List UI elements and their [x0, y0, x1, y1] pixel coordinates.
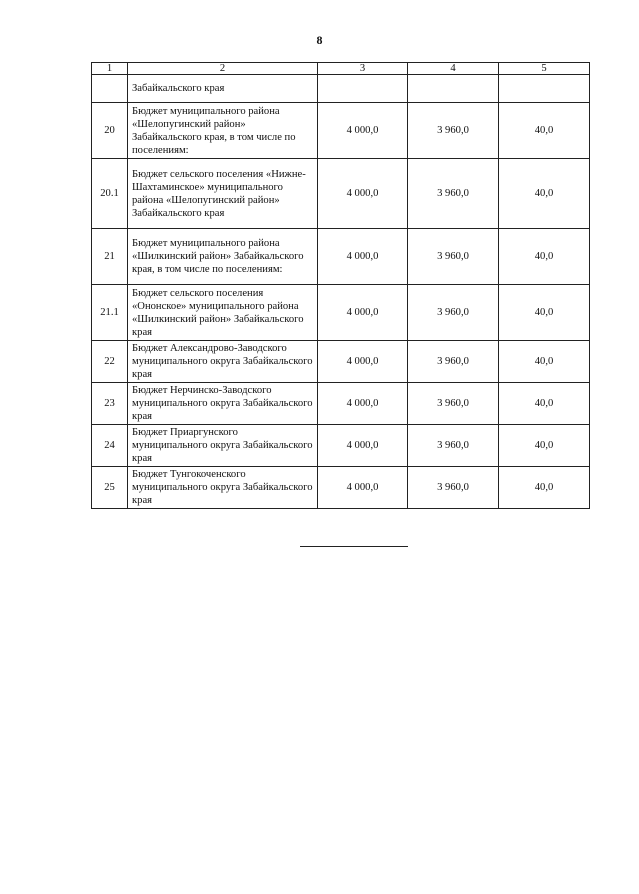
budget-name: Бюджет Тунгокоченского муниципального округа Забайкальского края	[128, 467, 318, 509]
column-header: 2	[128, 63, 318, 75]
row-number: 21.1	[92, 285, 128, 341]
value-col3: 4 000,0	[318, 285, 408, 341]
table-row	[92, 103, 590, 159]
value-col3: 4 000,0	[318, 341, 408, 383]
value-col3: 4 000,0	[318, 383, 408, 425]
value-col4: 3 960,0	[408, 103, 499, 159]
row-number: 25	[92, 467, 128, 509]
value-col3: 4 000,0	[318, 229, 408, 285]
value-col5: 40,0	[499, 467, 590, 509]
row-number: 24	[92, 425, 128, 467]
budget-name: Бюджет Приаргунского муниципального округа Забайкальского края	[128, 425, 318, 467]
table-header-row	[92, 63, 590, 75]
value-col3: 4 000,0	[318, 103, 408, 159]
table-row	[92, 425, 590, 467]
value-col5	[499, 75, 590, 103]
row-number: 21	[92, 229, 128, 285]
budget-name: Забайкальского края	[128, 75, 318, 103]
table-row	[92, 75, 590, 103]
budget-name: Бюджет сельского поселения «Ононское» муниципального района «Шилкинский район» Забайкальского края	[128, 285, 318, 341]
row-number: 23	[92, 383, 128, 425]
value-col5: 40,0	[499, 285, 590, 341]
budget-name: Бюджет сельского поселения «Нижне-Шахтаминское» муниципального района «Шелопугинский район» Забайкальского края	[128, 159, 318, 229]
value-col5: 40,0	[499, 341, 590, 383]
value-col3: 4 000,0	[318, 425, 408, 467]
table-row	[92, 159, 590, 229]
value-col3: 4 000,0	[318, 467, 408, 509]
table-row	[92, 229, 590, 285]
value-col5: 40,0	[499, 229, 590, 285]
value-col4: 3 960,0	[408, 341, 499, 383]
value-col4: 3 960,0	[408, 467, 499, 509]
budget-name: Бюджет Нерчинско-Заводского муниципального округа Забайкальского края	[128, 383, 318, 425]
value-col4	[408, 75, 499, 103]
column-header: 1	[92, 63, 128, 75]
table-row	[92, 467, 590, 509]
row-number	[92, 75, 128, 103]
value-col5: 40,0	[499, 425, 590, 467]
table-row	[92, 383, 590, 425]
end-separator-line	[300, 546, 408, 547]
value-col4: 3 960,0	[408, 425, 499, 467]
column-header: 4	[408, 63, 499, 75]
value-col4: 3 960,0	[408, 229, 499, 285]
value-col4: 3 960,0	[408, 285, 499, 341]
value-col3: 4 000,0	[318, 159, 408, 229]
value-col5: 40,0	[499, 383, 590, 425]
row-number: 20	[92, 103, 128, 159]
value-col3	[318, 75, 408, 103]
budget-name: Бюджет муниципального района «Шилкинский район» Забайкальского края, в том числе по поселениям:	[128, 229, 318, 285]
page-number: 8	[316, 33, 323, 47]
budget-name: Бюджет Александрово-Заводского муниципального округа Забайкальского края	[128, 341, 318, 383]
row-number: 22	[92, 341, 128, 383]
column-header: 5	[499, 63, 590, 75]
value-col4: 3 960,0	[408, 159, 499, 229]
table-row	[92, 341, 590, 383]
budget-name: Бюджет муниципального района «Шелопугинский район» Забайкальского края, в том числе по поселениям:	[128, 103, 318, 159]
table-row	[92, 285, 590, 341]
row-number: 20.1	[92, 159, 128, 229]
value-col4: 3 960,0	[408, 383, 499, 425]
budget-table	[91, 62, 590, 509]
column-header: 3	[318, 63, 408, 75]
value-col5: 40,0	[499, 159, 590, 229]
value-col5: 40,0	[499, 103, 590, 159]
